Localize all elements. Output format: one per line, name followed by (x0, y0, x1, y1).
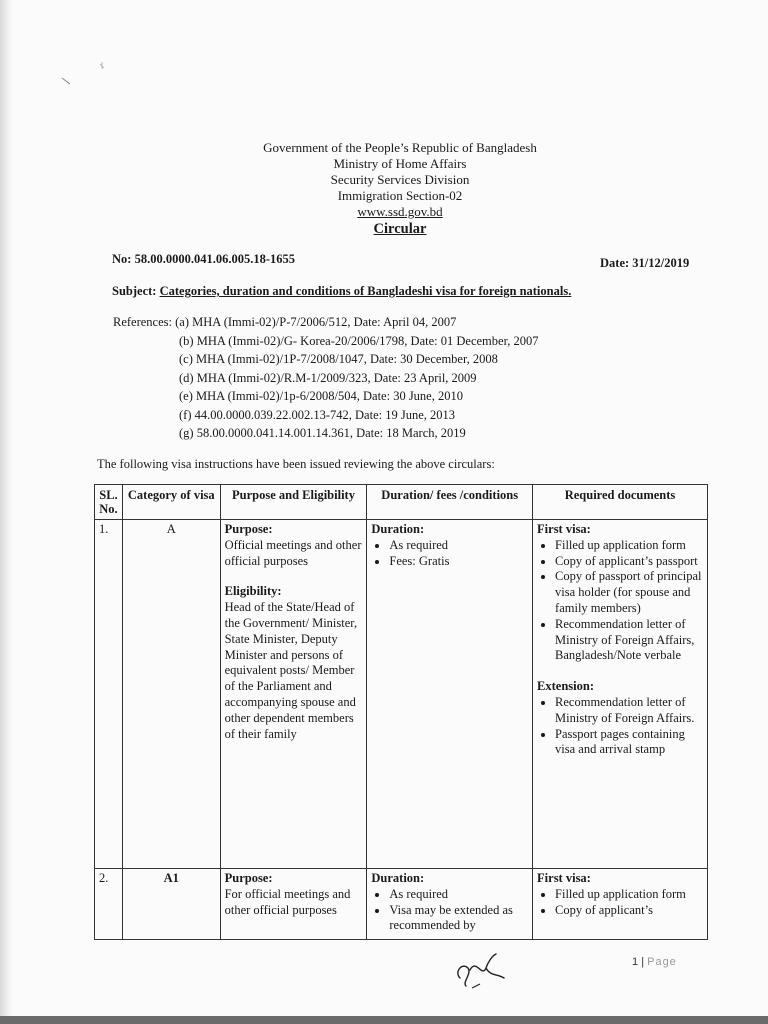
reference-item: (g) 58.00.0000.041.14.001.14.361, Date: 18 March, 2019 (179, 426, 466, 440)
list-item: • Copy of applicant’s (555, 903, 703, 919)
references-list (113, 313, 538, 443)
table-header-row (95, 485, 708, 520)
cell-required-docs (533, 520, 708, 869)
subject-label: Subject: (112, 284, 157, 298)
letterhead (0, 140, 768, 237)
list-item: • Visa may be extended as recommended by (389, 903, 528, 935)
reference-item: (b) MHA (Immi-02)/G- Korea-20/2006/1798, Date: 01 December, 2007 (179, 333, 539, 348)
reference-item: (d) MHA (Immi-02)/R.M-1/2009/323, Date: 23 April, 2009 (179, 370, 477, 385)
intro-paragraph: The following visa instructions have been issued reviewing the above circulars: (97, 457, 495, 471)
reference-item: (f) 44.00.0000.039.22.002.13-742, Date: 19 June, 2013 (179, 407, 456, 422)
list-item: • Fees: Gratis (389, 554, 528, 570)
cell-duration (367, 520, 533, 869)
signature-initials (452, 948, 512, 990)
reference-item: (e) MHA (Immi-02)/1p-6/2008/504, Date: 30 June, 2010 (179, 389, 463, 403)
list-item: • Recommendation letter of Ministry of Foreign Affairs. (555, 695, 703, 727)
cell-sl: 2. (95, 869, 123, 940)
header-duration: Duration/ fees /conditions (367, 485, 533, 520)
letterhead-line-section: Immigration Section-02 (337, 188, 463, 203)
duration-list (371, 887, 528, 934)
list-item: • As required (389, 887, 528, 903)
references-label: References: (113, 315, 172, 329)
list-item: • Copy of passport of principal visa holder (for spouse and family members) (555, 569, 703, 616)
header-category: Category of visa (122, 485, 220, 520)
circular-number: No: 58.00.0000.041.06.005.18-1655 (112, 252, 295, 266)
page-footer (632, 956, 677, 968)
eligibility-text: Head of the State/Head of the Government/ Minister, State Minister, Deputy Minister and persons of equivalent posts/ Member of the Parliament and accompanying spouse and other dependent members of their family (224, 600, 358, 741)
list-item: • As required (389, 538, 528, 554)
circular-date: Date: 31/12/2019 (600, 256, 690, 270)
table-row (95, 869, 708, 940)
first-visa-list (537, 887, 703, 919)
extension-label: Extension: (537, 679, 594, 694)
first-visa-list (537, 538, 703, 664)
page-number: 1 (632, 956, 639, 968)
first-visa-label: First visa: (537, 871, 591, 885)
cell-sl: 1. (95, 520, 123, 869)
scan-speck-marks (60, 60, 120, 90)
list-item: • Filled up application form (555, 538, 703, 554)
subject-line (112, 284, 571, 299)
list-item: • Recommendation letter of Ministry of Foreign Affairs, Bangladesh/Note verbale (555, 617, 703, 664)
header-sl-no: SL. No. (95, 485, 123, 520)
first-visa-label: First visa: (537, 522, 591, 536)
scan-bottom-edge (0, 1016, 768, 1024)
page-word: Page (647, 956, 677, 968)
list-item: • Copy of applicant’s passport (555, 554, 703, 570)
page-separator: | (641, 956, 645, 968)
subject-text: Categories, duration and conditions of Bangladeshi visa for foreign nationals. (159, 284, 572, 298)
purpose-text: For official meetings and other official purposes (224, 886, 351, 917)
cell-duration (367, 869, 533, 940)
cell-purpose (220, 869, 367, 940)
letterhead-line-government: Government of the People’s Republic of Bangladesh (263, 140, 537, 155)
reference-item: (c) MHA (Immi-02)/1P-7/2008/1047, Date: 30 December, 2008 (179, 352, 498, 366)
references-first-line (113, 313, 538, 332)
cell-category: A1 (122, 869, 220, 940)
purpose-text: Official meetings and other official purposes (224, 537, 362, 568)
purpose-label: Purpose: (224, 871, 273, 885)
duration-label: Duration: (371, 871, 425, 885)
cell-required-docs (533, 869, 708, 940)
reference-item: (a) MHA (Immi-02)/P-7/2006/512, Date: April 04, 2007 (175, 315, 457, 329)
table-row (95, 520, 708, 869)
eligibility-label: Eligibility: (224, 584, 282, 599)
duration-list (371, 538, 528, 570)
website-link[interactable]: www.ssd.gov.bd (357, 204, 443, 219)
cell-purpose (220, 520, 367, 869)
visa-categories-table (94, 484, 708, 940)
document-type-title: Circular (373, 221, 427, 237)
purpose-label: Purpose: (224, 522, 273, 536)
extension-list (537, 695, 703, 758)
header-purpose: Purpose and Eligibility (220, 485, 367, 520)
cell-category: A (122, 520, 220, 869)
list-item: • Passport pages containing visa and arrival stamp (555, 727, 703, 759)
list-item: • Filled up application form (555, 887, 703, 903)
letterhead-line-ministry: Ministry of Home Affairs (333, 156, 467, 171)
letterhead-line-division: Security Services Division (330, 172, 470, 187)
duration-label: Duration: (371, 522, 425, 536)
header-required-docs: Required documents (533, 485, 708, 520)
